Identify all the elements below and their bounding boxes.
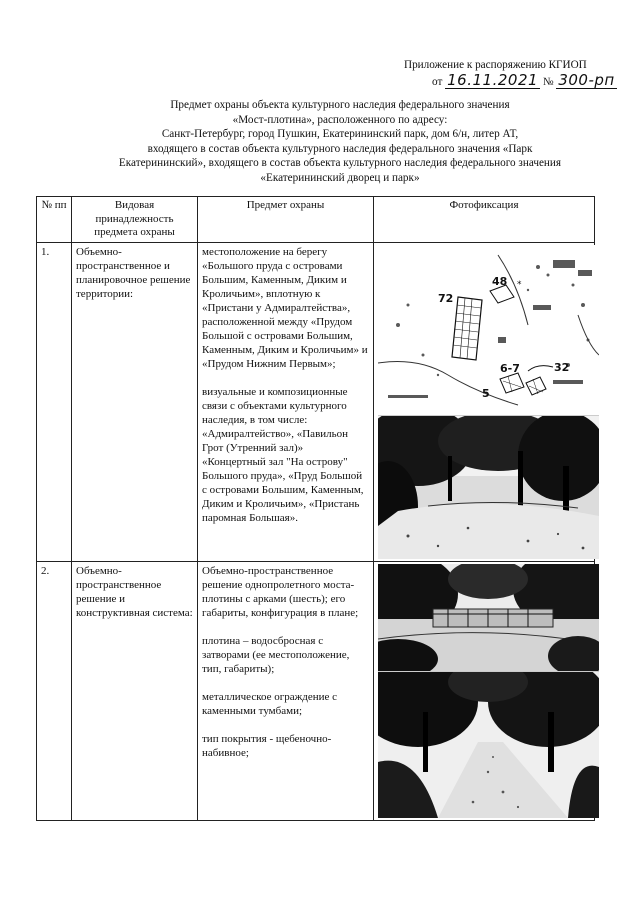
subject-paragraph: тип покрытия - щебеночно-набивное; — [202, 732, 332, 759]
row-type: Объемно-пространственное решение и конструктивная система: — [72, 561, 198, 820]
annex-number-sign: № — [542, 76, 554, 88]
title-line: Санкт-Петербург, город Пушкин, Екатерининский парк, дом 6/н, литер АТ, — [161, 128, 519, 140]
row-photos — [374, 242, 595, 561]
header-subject: Предмет охраны — [198, 197, 374, 243]
map-label: 32 — [554, 360, 570, 374]
row-photos — [374, 561, 595, 820]
park-view-photo — [378, 415, 599, 559]
table-header-row — [37, 197, 595, 243]
annex-line: Приложение к распоряжению КГИОП — [404, 59, 587, 71]
title-line: «Мост-плотина», расположенного по адресу: — [232, 113, 448, 126]
row-type: Объемно-пространственное и планировочное решение территории: — [72, 242, 198, 561]
annex-date-line — [432, 73, 624, 90]
row-num: 1. — [37, 242, 72, 561]
map-label: 48 — [492, 274, 508, 288]
subject-paragraph: плотина – водосбросная с затворами (ее местоположение, тип, габариты); — [202, 634, 350, 675]
protection-table — [36, 196, 595, 821]
subject-paragraph: визуальные и композиционные связи с объектами культурного наследия, в том числе: «Адмиралтейство», «Павильон Грот (Утренний зал)» «Концертный зал "На острову" Большого пруда», «Пруд Большой с островами Большим, Каменным, Диким и Кроличьим», «Пристань паромная Большая». — [202, 385, 364, 524]
annex-ot: от — [432, 76, 443, 88]
table-row — [37, 242, 595, 561]
title-line: Предмет охраны объекта культурного наследия федерального значения — [170, 99, 510, 111]
title-line: «Екатерининский дворец и парк» — [260, 171, 420, 184]
subject-paragraph: Объемно-пространственное решение однопролетного моста-плотины с арками (шесть); его габариты, конфигурация в плане; — [202, 564, 359, 619]
header-photo: Фотофиксация — [374, 197, 595, 243]
row-subject — [198, 242, 374, 561]
annex-date: 16.11.2021 — [447, 71, 539, 89]
title-line: входящего в состав объекта культурного наследия федерального значения «Парк — [147, 142, 533, 155]
map-label: 5 — [482, 386, 490, 400]
bridge-photo — [378, 564, 599, 671]
road-photo — [378, 671, 599, 818]
title-line: Екатерининский», входящего в состав объекта культурного наследия федерального значения — [118, 157, 562, 169]
site-map-drawing — [378, 245, 599, 415]
map-label: 72 — [438, 291, 454, 305]
annex-number: 300-рп — [558, 71, 615, 89]
svg-text:*: * — [517, 279, 522, 290]
site-map-image — [378, 245, 599, 415]
table-row — [37, 561, 595, 820]
annex-header — [404, 58, 624, 90]
park-view-drawing — [378, 416, 599, 559]
row-num: 2. — [37, 561, 72, 820]
map-label: 6-7 — [500, 361, 520, 375]
subject-paragraph: местоположение на берегу «Большого пруда с островами Большим, Каменным, Диким и Кроличьим», вплотную к «Пристани у Адмиралтейства», расположенной между «Прудом Большой с островами Большим, Каменным, Диким и Кроличьим» и «Прудом Нижним Первым»; — [202, 245, 368, 370]
header-num: № пп — [37, 197, 72, 243]
row-subject — [198, 561, 374, 820]
road-drawing — [378, 672, 599, 818]
bridge-drawing — [378, 564, 599, 671]
subject-paragraph: металлическое ограждение с каменными тумбами; — [202, 690, 338, 717]
document-title — [60, 98, 620, 185]
header-type: Видовая принадлежность предмета охраны — [72, 197, 198, 243]
